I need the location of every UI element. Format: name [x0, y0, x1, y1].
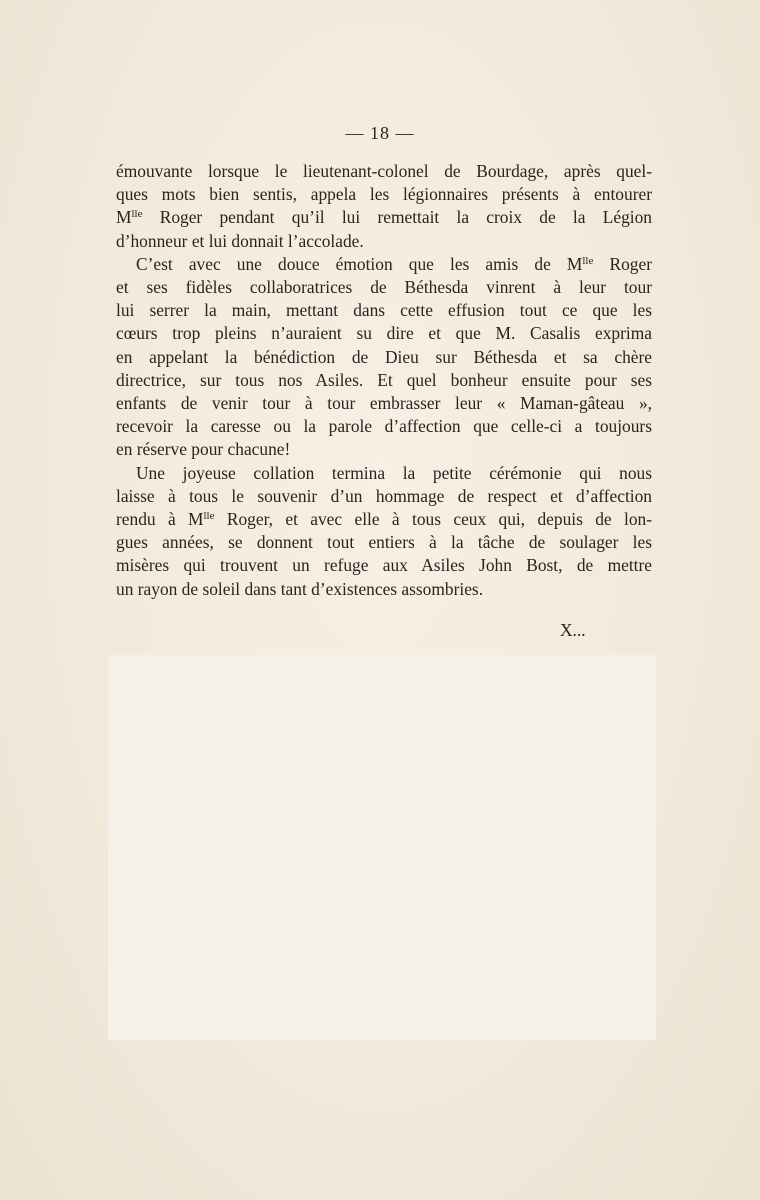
text-line: [116, 322, 652, 345]
page-number: — 18 —: [345, 123, 415, 143]
text-line: [116, 578, 652, 601]
text-segment: Roger: [593, 253, 652, 274]
text-segment: C’est avec une douce émotion que les amis de M: [136, 253, 583, 274]
blank-area: [108, 655, 656, 1040]
text-line: [116, 183, 652, 206]
text-segment: enfants de venir tour à tour embrasser leur « Maman-gâteau »,: [116, 393, 652, 414]
text-line: [116, 415, 652, 438]
text-line: [116, 346, 652, 369]
text-segment: directrice, sur tous nos Asiles. Et quel bonheur ensuite pour ses: [116, 369, 652, 390]
text-segment: un rayon de soleil dans tant d’existences assombries.: [116, 578, 484, 599]
text-line: [116, 299, 652, 322]
text-segment: gues années, se donnent tout entiers à la tâche de soulager les: [116, 532, 652, 553]
text-line: [116, 485, 652, 508]
text-line: [116, 438, 652, 461]
text-segment: misères qui trouvent un refuge aux Asiles John Bost, de mettre: [116, 555, 652, 576]
text-segment: émouvante lorsque le lieutenant-colonel de Bourdage, après quel-: [116, 161, 652, 181]
body-text: [116, 160, 652, 601]
paragraph: [116, 462, 652, 601]
text-segment: Roger pendant qu’il lui remettait la croix de la Légion: [142, 207, 652, 228]
superscript: lle: [582, 254, 594, 267]
superscript: lle: [131, 208, 143, 221]
text-line: [116, 230, 652, 253]
signature: X...: [560, 620, 586, 640]
text-segment: rendu à M: [116, 509, 204, 530]
text-line: [116, 392, 652, 415]
text-segment: laisse à tous le souvenir d’un hommage de respect et d’affection: [116, 485, 652, 506]
text-line: [116, 253, 652, 276]
text-segment: Une joyeuse collation termina la petite cérémonie qui nous: [136, 462, 652, 483]
text-segment: cœurs trop pleins n’auraient su dire et que M. Casalis exprima: [116, 323, 652, 344]
text-line: [116, 369, 652, 392]
text-segment: recevoir la caresse ou la parole d’affection que celle-ci a toujours: [116, 416, 652, 437]
superscript: lle: [203, 510, 215, 523]
text-line: [116, 508, 652, 531]
text-line: [116, 206, 652, 229]
text-line: [116, 276, 652, 299]
text-line: [116, 462, 652, 485]
text-segment: d’honneur et lui donnait l’accolade.: [116, 230, 364, 251]
text-segment: Roger, et avec elle à tous ceux qui, depuis de lon-: [214, 509, 652, 530]
text-segment: ques mots bien sentis, appela les légionnaires présents à entourer: [116, 184, 652, 205]
paragraph: [116, 253, 652, 462]
text-segment: en appelant la bénédiction de Dieu sur Béthesda et sa chère: [116, 346, 652, 367]
text-segment: lui serrer la main, mettant dans cette effusion tout ce que les: [116, 300, 652, 321]
text-segment: en réserve pour chacune!: [116, 439, 291, 460]
text-line: [116, 554, 652, 577]
paragraph: [116, 160, 652, 253]
text-segment: et ses fidèles collaboratrices de Béthesda vinrent à leur tour: [116, 277, 652, 298]
text-line: [116, 160, 652, 183]
text-segment: M: [116, 207, 132, 228]
text-line: [116, 531, 652, 554]
